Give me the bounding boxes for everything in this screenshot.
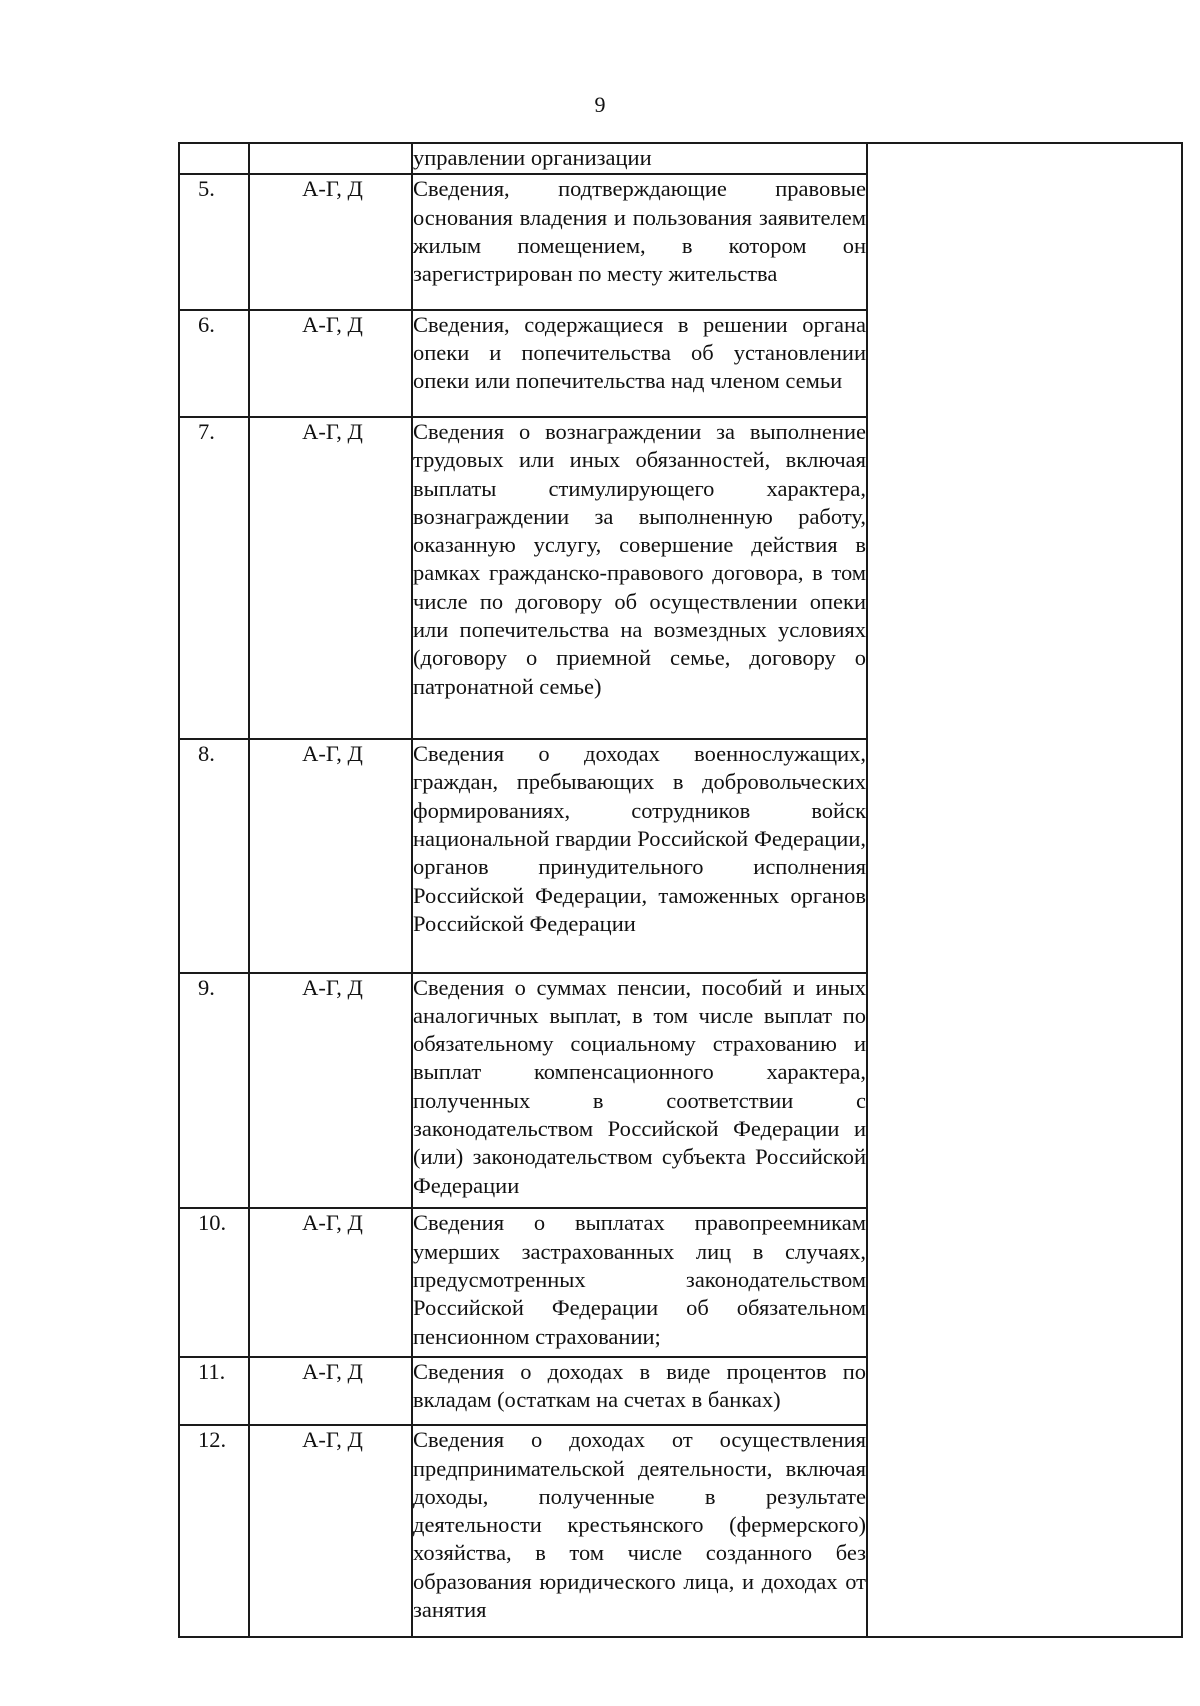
row-code: А-Г, Д (302, 1210, 363, 1236)
row-code: А-Г, Д (302, 1359, 363, 1385)
row-number: 10. (198, 1210, 227, 1236)
row-number: 8. (198, 741, 215, 767)
cell-num-empty (179, 143, 249, 174)
cell-extra-column (867, 143, 1182, 1637)
cell-continuation-text: управлении организации (412, 143, 867, 174)
page-number: 9 (594, 92, 606, 117)
row-description: Сведения о доходах от осуществления предпринимательской деятельности, включая доходы, полученные в результате деятельности крестьянского (фермерского) хозяйства, в том числе созданного без образования юридического лица, и доходах от занятия (412, 1425, 867, 1637)
document-table (178, 142, 1183, 1638)
cell-code-empty (249, 143, 412, 174)
row-number: 9. (198, 974, 215, 1000)
row-number: 11. (198, 1359, 226, 1385)
row-description: Сведения о суммах пенсии, пособий и иных аналогичных выплат, в том числе выплат по обязательному социальному страхованию и выплат компенсационного характера, полученных в соответствии с законодательством Российской Федерации и (или) законодательством субъекта Российской Федерации (412, 973, 867, 1209)
row-code: А-Г, Д (302, 418, 363, 444)
row-description: Сведения, подтверждающие правовые основания владения и пользования заявителем жилым помещением, в котором он зарегистрирован по месту жительства (412, 174, 867, 309)
row-code: А-Г, Д (302, 176, 363, 202)
row-code: А-Г, Д (302, 741, 363, 767)
row-code: А-Г, Д (302, 1427, 363, 1453)
row-number: 6. (198, 311, 215, 337)
row-code: А-Г, Д (302, 974, 363, 1000)
row-number: 7. (198, 418, 215, 444)
row-description: Сведения, содержащиеся в решении органа опеки и попечительства об установлении опеки или попечительства над членом семьи (412, 310, 867, 417)
row-description: Сведения о выплатах правопреемникам умерших застрахованных лиц в случаях, предусмотренных законодательством Российской Федерации об обязательном пенсионном страховании; (412, 1208, 867, 1357)
table-row-continuation (179, 143, 1182, 174)
row-description: Сведения о доходах в виде процентов по вкладам (остаткам на счетах в банках) (412, 1357, 867, 1425)
row-number: 5. (198, 176, 215, 202)
row-code: А-Г, Д (302, 311, 363, 337)
row-description: Сведения о вознаграждении за выполнение трудовых или иных обязанностей, включая выплаты стимулирующего характера, вознаграждении за выполненную работу, оказанную услугу, совершение действия в рамках гражданско-правового договора, в том числе по договору об осуществлении опеки или попечительства на возмездных условиях (договору о приемной семье, договору о патронатной семье) (412, 417, 867, 739)
row-number: 12. (198, 1427, 227, 1453)
row-description: Сведения о доходах военнослужащих, граждан, пребывающих в добровольческих формированиях, сотрудников войск национальной гвардии Российской Федерации, органов принудительного исполнения Российской Федерации, таможенных органов Российской Федерации (412, 739, 867, 972)
